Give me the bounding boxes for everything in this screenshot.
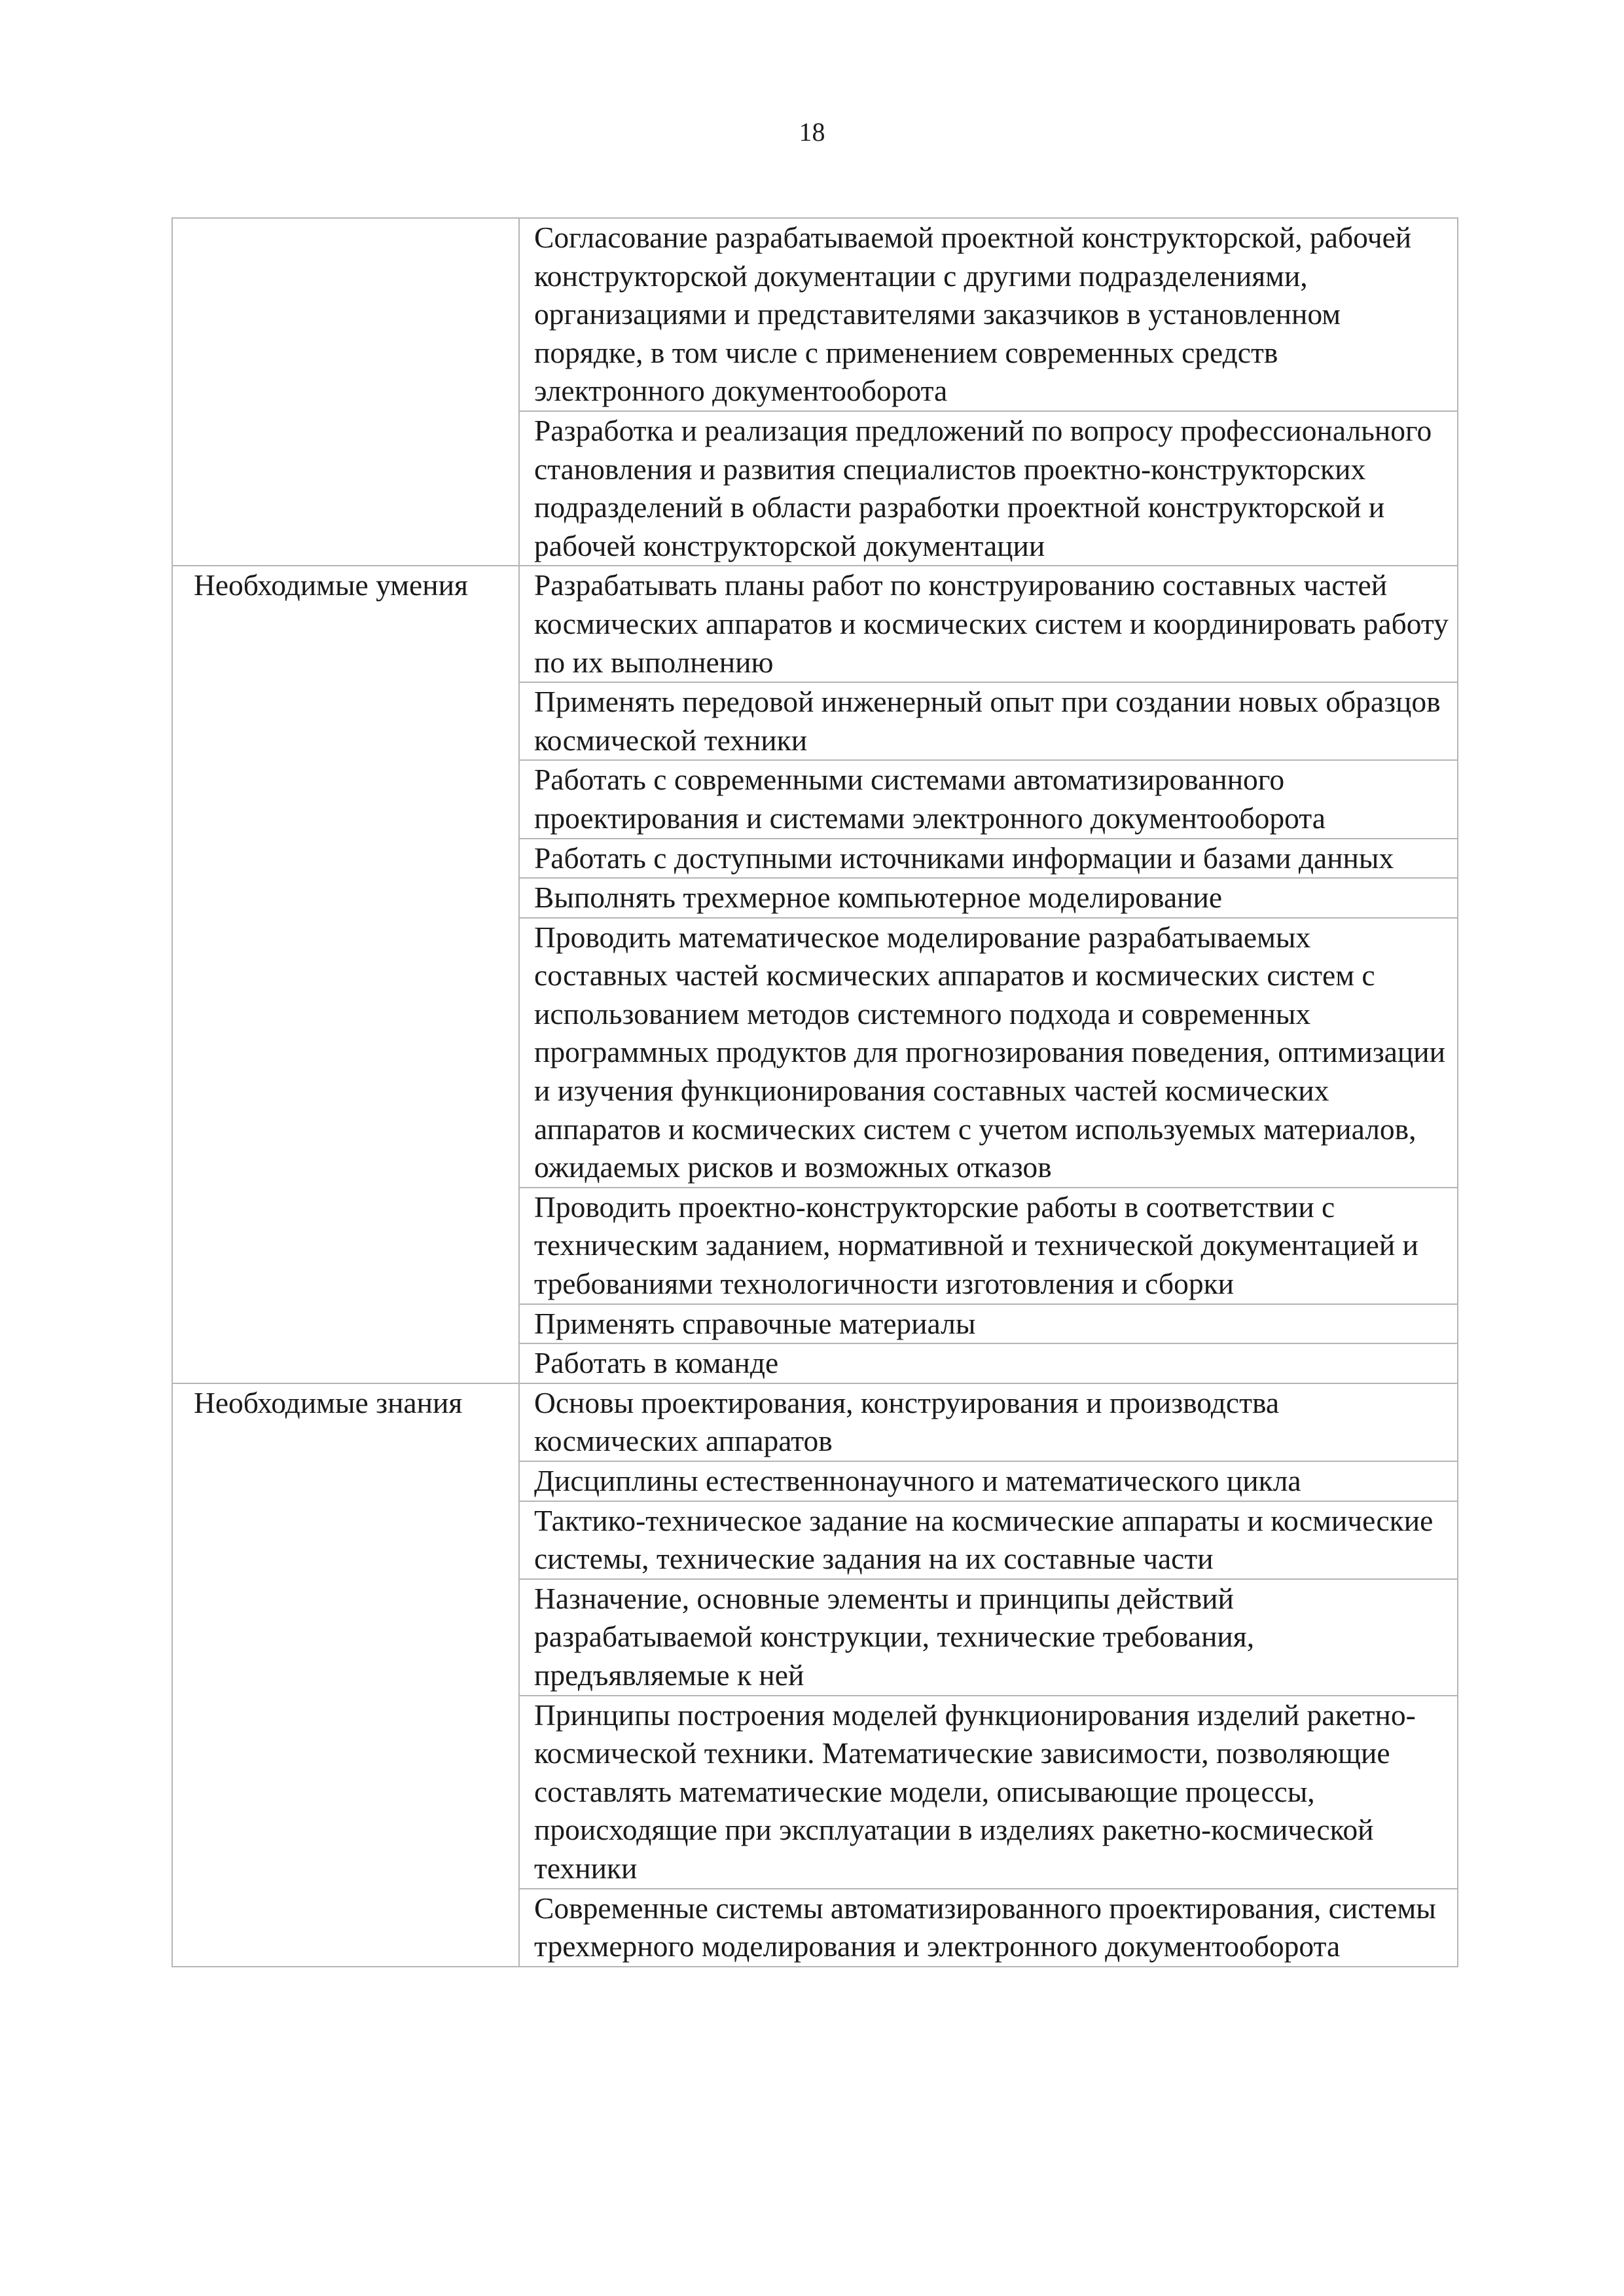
competency-table — [171, 217, 1458, 1967]
table-cell: Разработка и реализация предложений по вопросу профессионального становления и развития специалистов проектно-конструкторских подразделений в области разработки проектной конструкторской и рабочей конструкторской документации — [519, 411, 1458, 566]
table-row — [172, 566, 1458, 682]
table-cell: Основы проектирования, конструирования и производства космических аппаратов — [519, 1383, 1458, 1461]
table-cell: Применять передовой инженерный опыт при создании новых образцов космической техники — [519, 682, 1458, 760]
table-cell: Разрабатывать планы работ по конструированию составных частей космических аппаратов и космических систем и координировать работу по их выполнению — [519, 566, 1458, 682]
page-number: 18 — [799, 117, 825, 147]
table-cell: Работать в команде — [519, 1343, 1458, 1383]
table-cell: Современные системы автоматизированного проектирования, системы трехмерного моделирования и электронного документооборота — [519, 1889, 1458, 1967]
table-cell: Работать с современными системами автоматизированного проектирования и системами электронного документооборота — [519, 760, 1458, 838]
table-cell: Тактико-техническое задание на космические аппараты и космические системы, технические задания на их составные части — [519, 1501, 1458, 1579]
table-cell: Проводить проектно-конструкторские работы в соответствии с техническим заданием, нормативной и технической документацией и требованиями технологичности изготовления и сборки — [519, 1188, 1458, 1304]
table-row — [172, 1383, 1458, 1461]
table-cell: Назначение, основные элементы и принципы действий разрабатываемой конструкции, технические требования, предъявляемые к ней — [519, 1579, 1458, 1696]
table-cell: Выполнять трехмерное компьютерное моделирование — [519, 878, 1458, 918]
knowledge-label: Необходимые знания — [172, 1383, 519, 1967]
table-cell: Принципы построения моделей функционирования изделий ракетно-космической техники. Математические зависимости, позволяющие составлять математические модели, описывающие процессы, происходящие при эксплуатации в изделиях ракетно-космической техники — [519, 1696, 1458, 1889]
table-row — [172, 218, 1458, 411]
table-cell: Работать с доступными источниками информации и базами данных — [519, 839, 1458, 879]
table-cell: Дисциплины естественнонаучного и математического цикла — [519, 1461, 1458, 1501]
table-cell: Проводить математическое моделирование разрабатываемых составных частей космических аппаратов и космических систем с использованием методов системного подхода и современных программных продуктов для прогнозирования поведения, оптимизации и изучения функционирования составных частей космических аппаратов и космических систем с учетом используемых материалов, ожидаемых рисков и возможных отказов — [519, 918, 1458, 1188]
skills-label: Необходимые умения — [172, 566, 519, 1383]
table-cell: Применять справочные материалы — [519, 1304, 1458, 1344]
continued-label-cell — [172, 218, 519, 566]
table-cell: Согласование разрабатываемой проектной конструкторской, рабочей конструкторской документации с другими подразделениями, организациями и представителями заказчиков в установленном порядке, в том числе с применением современных средств электронного документооборота — [519, 218, 1458, 411]
